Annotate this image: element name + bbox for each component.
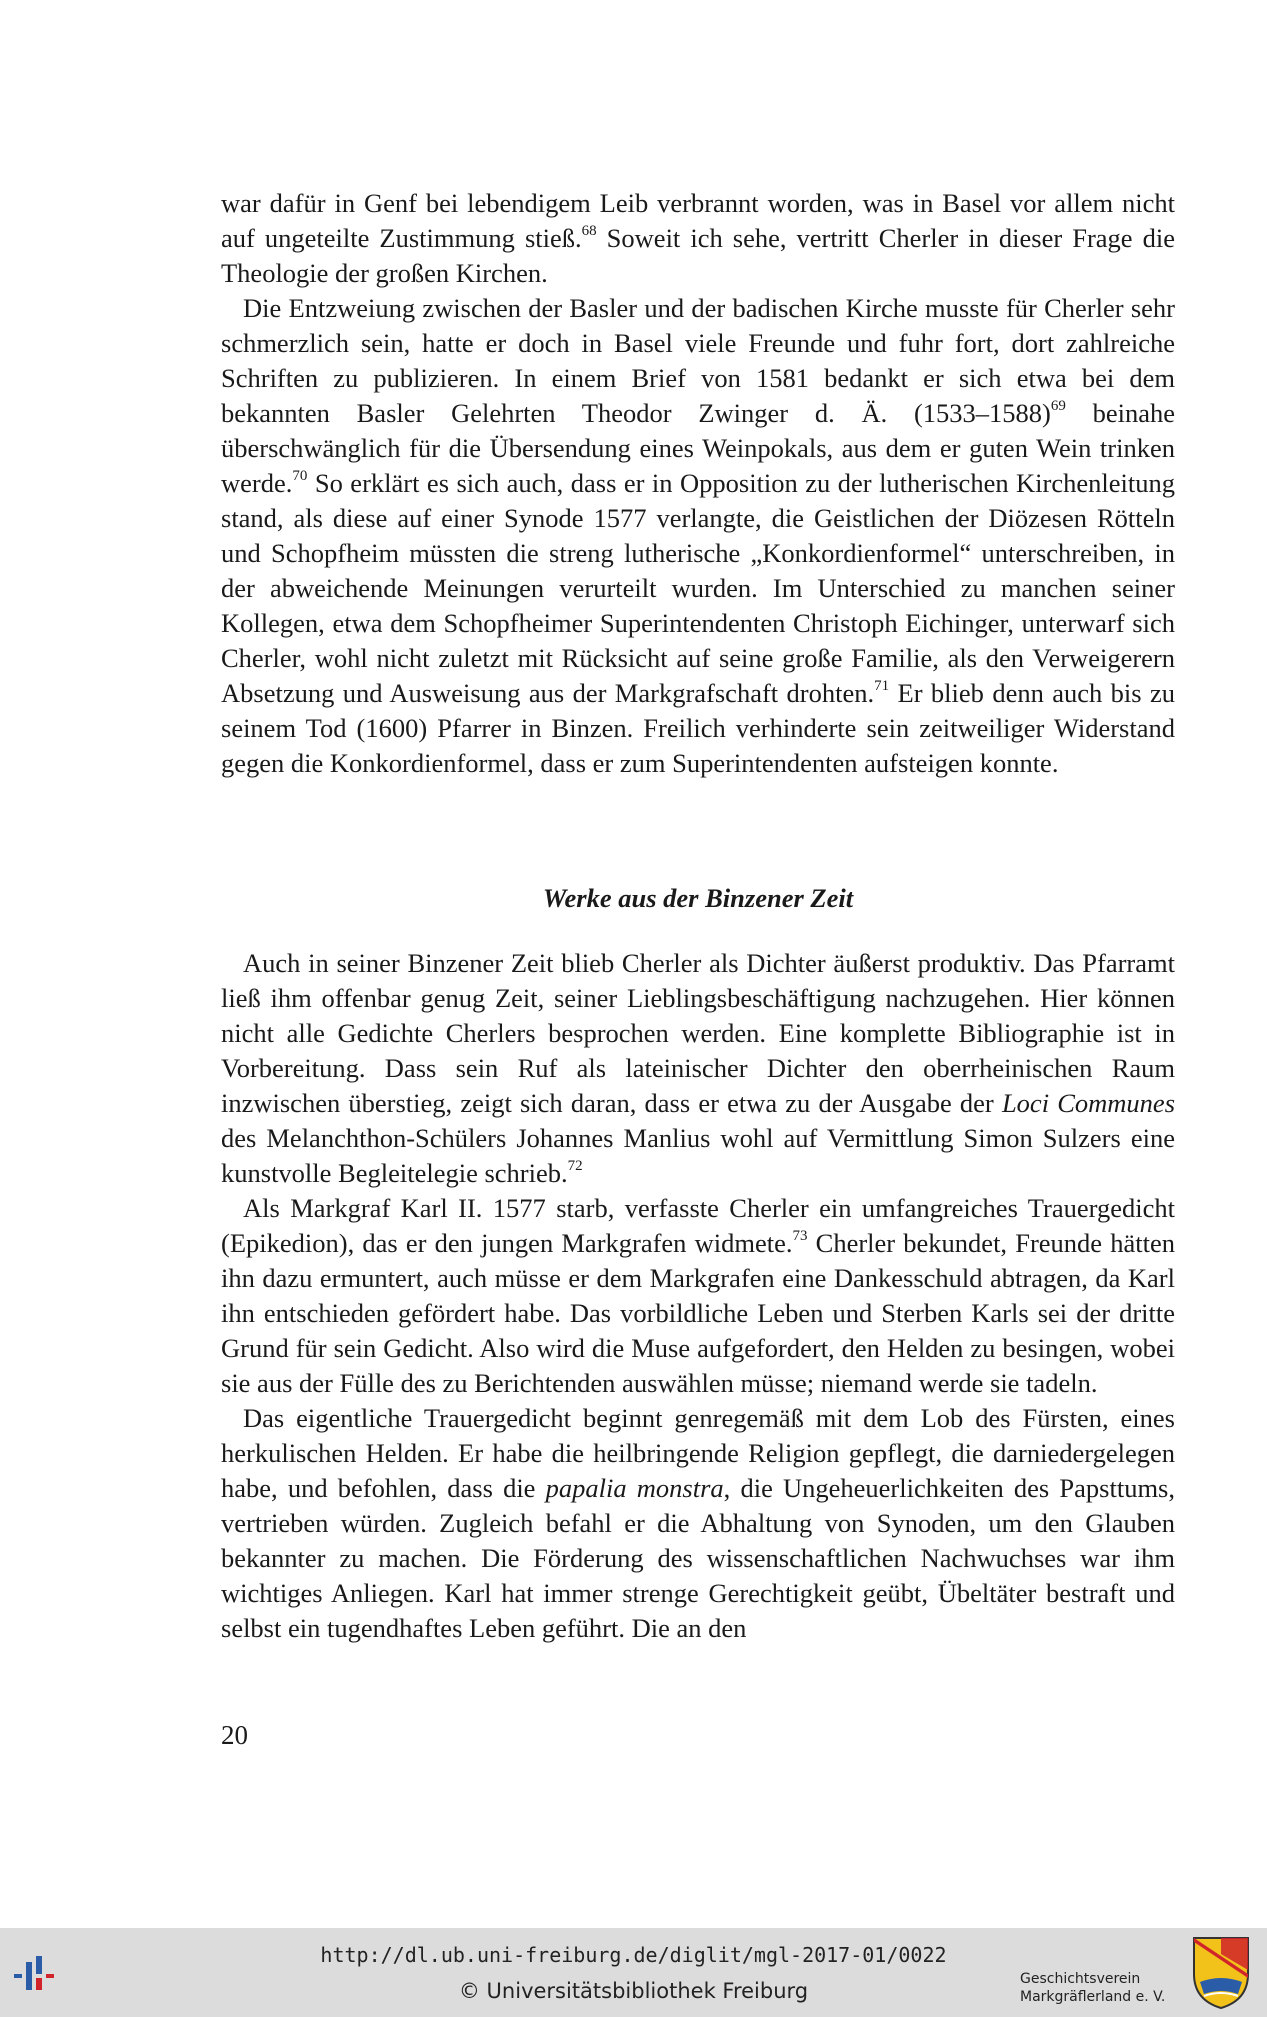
footnote-ref: 72 xyxy=(567,1158,583,1174)
italic-text: papalia monstra xyxy=(545,1473,724,1503)
text-run: Das eigentliche Trauergedicht beginnt genregemäß mit dem Lob des Fürsten, eines herkulischen Helden. Er habe die heilbringende Religion gepflegt, die darniedergelegen habe, und befohlen, dass die xyxy=(221,1403,1175,1503)
footnote-ref: 73 xyxy=(792,1228,808,1244)
footnote-ref: 69 xyxy=(1050,398,1066,414)
text-run: Er blieb denn auch bis zu seinem Tod (1600) Pfarrer in Binzen. Freilich verhinderte sein zeitweiliger Widerstand gegen die Konkordienformel, dass er zum Superintendenten aufsteigen konnte. xyxy=(221,678,1175,778)
text-run: Als Markgraf Karl II. 1577 starb, verfasste Cherler ein umfangreiches Trauergedicht (Epikedion), das er den jungen Markgrafen widmete. xyxy=(221,1193,1175,1258)
footnote-ref: 70 xyxy=(292,468,308,484)
text-run: Cherler bekundet, Freunde hätten ihn dazu ermuntert, auch müsse er dem Markgrafen eine Dankesschuld abtragen, da Karl ihn entschieden gefördert habe. Das vorbildliche Leben und Sterben Karls sei der dritte Grund für sein Gedicht. Also wird die Muse aufgefordert, den Helden zu besingen, wobei sie aus der Fülle des zu Berichtenden auswählen müsse; niemand werde sie tadeln. xyxy=(221,1228,1175,1398)
society-line-1: Geschichtsverein xyxy=(1020,1971,1141,1987)
footnote-ref: 68 xyxy=(581,223,597,239)
section-heading: Werke aus der Binzener Zeit xyxy=(542,883,854,913)
text-run: Die Entzweiung zwischen der Basler und der badischen Kirche musste für Cherler sehr schmerzlich sein, hatte er doch in Basel viele Freunde und fuhr fort, dort zahlreiche Schriften zu publizieren. In einem Brief von 1581 bedankt er sich etwa bei dem bekannten Basler Gelehrten Theodor Zwinger d. Ä. (1533–1588) xyxy=(221,293,1175,428)
page-number: 20 xyxy=(221,1720,248,1750)
text-run: Auch in seiner Binzener Zeit blieb Cherler als Dichter äußerst produktiv. Das Pfarramt ließ ihm offenbar genug Zeit, seiner Lieblingsbeschäftigung nachzugehen. Hier können nicht alle Gedichte Cherlers besprochen werden. Eine komplette Bibliographie ist in Vorbereitung. Dass sein Ruf als lateinischer Dichter den oberrheinischen Raum inzwischen überstieg, zeigt sich daran, dass er etwa zu der Ausgabe der xyxy=(221,948,1175,1118)
society-line-2: Markgräflerland e. V. xyxy=(1020,1989,1166,2005)
paragraph xyxy=(221,946,1175,1191)
footer-url-link[interactable]: http://dl.ub.uni-freiburg.de/diglit/mgl-2017-01/0022 xyxy=(320,1943,947,1967)
text-run: So erklärt es sich auch, dass er in Opposition zu der lutherischen Kirchenleitung stand, als diese auf einer Synode 1577 verlangte, die Geistlichen der Diözesen Rötteln und Schopfheim müssten die streng lutherische „Konkordienformel“ unterschreiben, in der abweichende Meinungen verurteilt wurden. Im Unterschied zu manchen seiner Kollegen, etwa dem Schopfheimer Superintendenten Christoph Eichinger, unterwarf sich Cherler, wohl nicht zuletzt mit Rücksicht auf seine große Familie, als den Verweigerern Absetzung und Ausweisung aus der Markgrafschaft drohten. xyxy=(221,468,1175,708)
italic-text: Loci Communes xyxy=(1001,1088,1176,1118)
footer-society-name xyxy=(1020,1970,1165,2006)
text-run: war dafür in Genf bei lebendigem Leib verbrannt worden, was in Basel vor allem nicht auf ungeteilte Zustimmung stieß. xyxy=(221,188,1175,253)
paragraph xyxy=(221,291,1175,781)
society-crest-icon xyxy=(1190,1934,1252,2010)
text-run: des Melanchthon-Schülers Johannes Manlius wohl auf Vermittlung Simon Sulzers eine kunstvolle Begleitelegie schrieb. xyxy=(221,1123,1175,1188)
footer-copyright: © Universitätsbibliothek Freiburg xyxy=(458,1979,809,2003)
paragraph xyxy=(221,1401,1175,1646)
paragraph xyxy=(221,1191,1175,1401)
footer-bar xyxy=(0,1928,1267,2017)
text-run: beinahe überschwänglich für die Übersendung eines Weinpokals, aus dem er guten Wein trinken werde. xyxy=(221,398,1175,498)
text-run: , die Ungeheuerlichkeiten des Papsttums, vertrieben würden. Zugleich befahl er die Abhaltung von Synoden, um den Glauben bekannter zu machen. Die Förderung des wissenschaftlichen Nachwuchses war ihm wichtiges Anliegen. Karl hat immer strenge Gerechtigkeit geübt, Übeltäter bestraft und selbst ein tugendhaftes Leben geführt. Die an den xyxy=(221,1473,1175,1643)
body-text-top xyxy=(221,186,1175,781)
text-run: Soweit ich sehe, vertritt Cherler in dieser Frage die Theologie der großen Kirchen. xyxy=(221,223,1175,288)
body-text-bottom xyxy=(221,946,1175,1646)
paragraph xyxy=(221,186,1175,291)
footnote-ref: 71 xyxy=(874,678,890,694)
